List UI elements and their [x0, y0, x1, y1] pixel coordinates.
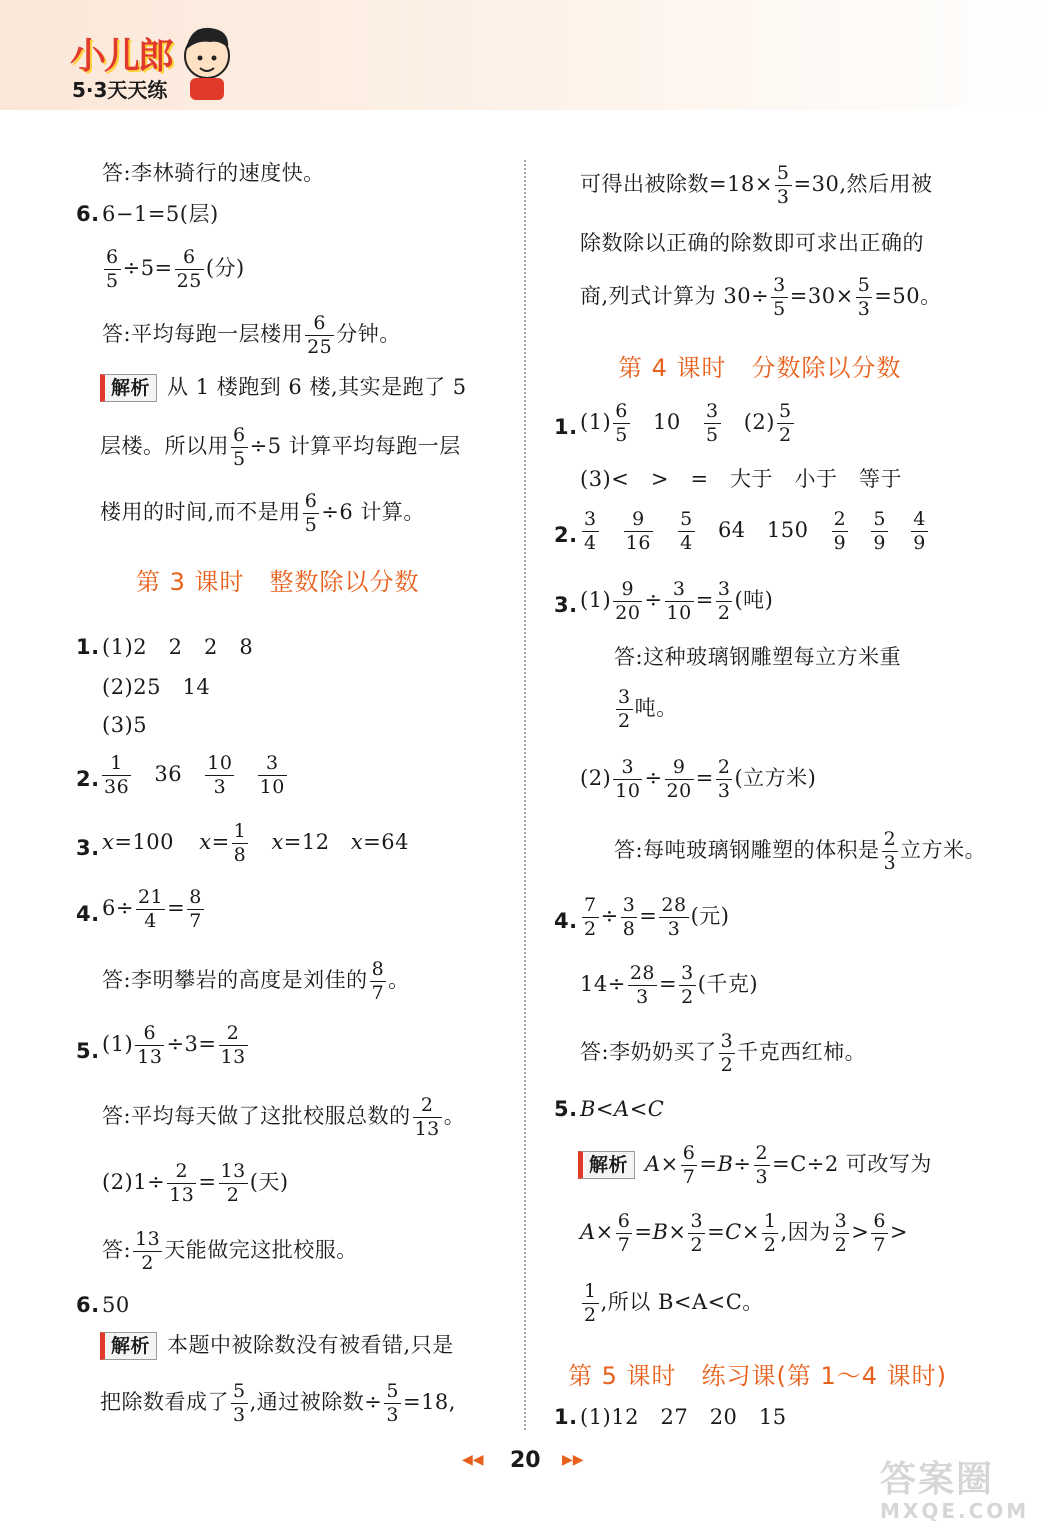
answer-line: 6−1=5(层) [102, 202, 219, 226]
fraction: $\frac{28}{3}$ [661, 894, 687, 940]
fraction: $\frac{13}{2}$ [220, 1160, 246, 1206]
mascot-icon [180, 18, 234, 102]
fraction: $\frac{6}{5}$ [304, 490, 318, 536]
fraction: $\frac{3}{10}$ [666, 578, 692, 624]
answer-line: (2)25 14 [102, 675, 211, 699]
fraction: $\frac{3}{8}$ [622, 894, 636, 940]
explanation: 解析 本题中被除数没有被看错,只是 [100, 1330, 454, 1360]
fraction: $\frac{3}{2}$ [720, 1030, 734, 1076]
fraction: $\frac{5}{3}$ [857, 274, 871, 320]
fraction: $\frac{28}{3}$ [629, 962, 656, 1008]
equation: $\frac{6}{5}$ ÷5= $\frac{6}{25}$ (分) [106, 246, 245, 292]
question-number: 1. [554, 1405, 578, 1429]
answer-line: (3)5 [102, 713, 148, 737]
answer-line: 答:每吨玻璃钢雕塑的体积是 $\frac{2}{3}$ 立方米。 [614, 828, 987, 874]
fraction: $\frac{10}{3}$ [207, 752, 233, 798]
equation: (1) $\frac{6}{13}$ ÷3= $\frac{2}{13}$ [102, 1022, 246, 1068]
answer-line: 答:这种玻璃钢雕塑每立方米重 [614, 645, 902, 669]
watermark: 答案圈 MXQE.COM [880, 1459, 1030, 1523]
answer-line: 答:平均每天做了这批校服总数的 $\frac{2}{13}$ 。 [102, 1094, 466, 1140]
answer-line: (1) $\frac{6}{5}$ 10 $\frac{3}{5}$ (2) $\frac{5}{2}$ [580, 400, 792, 446]
answer-line: (3)< > = 大于 小于 等于 [580, 467, 903, 491]
fraction: $\frac{8}{7}$ [371, 958, 385, 1004]
explanation: 商,列式计算为 30÷ $\frac{3}{5}$ =30× $\frac{5}{3}$ =50。 [580, 274, 942, 320]
fraction: $\frac{5}{2}$ [778, 400, 792, 446]
question-number: 1. [76, 635, 100, 659]
fraction: $\frac{2}{9}$ [833, 508, 847, 554]
fraction: $\frac{3}{10}$ [259, 752, 285, 798]
fraction: $\frac{9}{20}$ [615, 578, 641, 624]
fraction: $\frac{5}{3}$ [776, 162, 790, 208]
fraction: $\frac{2}{13}$ [169, 1160, 195, 1206]
explanation: 可得出被除数=18× $\frac{5}{3}$ =30,然后用被 [580, 162, 933, 208]
equation: 6÷ $\frac{21}{4}$ = $\frac{8}{7}$ [102, 886, 202, 932]
fraction: $\frac{3}{2}$ [690, 1210, 704, 1256]
fraction: $\frac{9}{16}$ [625, 508, 651, 554]
answer-line: B<A<C [580, 1097, 665, 1121]
fraction: $\frac{5}{3}$ [386, 1380, 399, 1426]
logo: 小儿郎 [70, 36, 173, 77]
analysis-tag: 解析 [100, 374, 157, 402]
fraction: $\frac{2}{3}$ [717, 756, 731, 802]
fraction: $\frac{6}{25}$ [307, 312, 333, 358]
fraction: $\frac{2}{3}$ [883, 828, 897, 874]
answer-line: 答:平均每跑一层楼用 $\frac{6}{25}$ 分钟。 [102, 312, 401, 358]
fraction: $\frac{6}{7}$ [617, 1210, 631, 1256]
explanation: 解析 A× $\frac{6}{7}$ =B÷ $\frac{2}{3}$ =C÷2 可改写为 [578, 1142, 932, 1189]
fraction: $\frac{6}{25}$ [176, 246, 202, 292]
explanation: 层楼。所以用 $\frac{6}{5}$ ÷5 计算平均每跑一层 [100, 424, 461, 470]
section-heading: 第 3 课时 整数除以分数 [136, 568, 420, 596]
fraction: $\frac{9}{20}$ [666, 756, 692, 802]
fraction: $\frac{6}{13}$ [137, 1022, 163, 1068]
fraction: $\frac{13}{2}$ [135, 1228, 161, 1274]
fraction: $\frac{5}{3}$ [233, 1380, 246, 1426]
fraction: $\frac{3}{4}$ [584, 508, 597, 554]
next-page-icon: ▶▶ [562, 1452, 584, 1468]
page-number: 20 [510, 1448, 541, 1473]
fraction: $\frac{8}{7}$ [189, 886, 202, 932]
answer-line: 50 [102, 1293, 130, 1317]
fraction: $\frac{4}{9}$ [913, 508, 926, 554]
answer-line: (1)12 27 20 15 [580, 1405, 787, 1429]
explanation: 解析 从 1 楼跑到 6 楼,其实是跑了 5 [100, 372, 467, 402]
fraction: $\frac{2}{13}$ [220, 1022, 246, 1068]
question-number: 4. [554, 909, 578, 933]
equation: (2)1÷ $\frac{2}{13}$ = $\frac{13}{2}$ (天) [102, 1160, 289, 1206]
section-heading: 第 4 课时 分数除以分数 [618, 354, 902, 382]
question-number: 6. [76, 1293, 100, 1317]
fraction: $\frac{7}{2}$ [584, 894, 597, 940]
question-number: 6. [76, 202, 100, 226]
fraction: $\frac{1}{2}$ [763, 1210, 777, 1256]
analysis-tag: 解析 [578, 1151, 635, 1179]
fraction: $\frac{6}{7}$ [682, 1142, 696, 1188]
answer-line: 答:李林骑行的速度快。 [102, 161, 325, 185]
explanation: 楼用的时间,而不是用 $\frac{6}{5}$ ÷6 计算。 [100, 490, 425, 536]
column-divider [524, 160, 526, 1430]
question-number: 3. [554, 593, 578, 617]
question-number: 4. [76, 902, 100, 926]
fraction: $\frac{5}{9}$ [873, 508, 887, 554]
fraction: $\frac{1}{2}$ [584, 1280, 597, 1326]
fraction: $\frac{3}{5}$ [705, 400, 719, 446]
equation: (2) $\frac{3}{10}$ ÷ $\frac{9}{20}$ = $\frac{2}{3}$ (立方米) [580, 756, 817, 802]
question-number: 5. [76, 1039, 100, 1063]
answer-line: $\frac{3}{2}$ 吨。 [618, 686, 678, 732]
fraction: $\frac{3}{2}$ [717, 578, 731, 624]
answer-line: x=100 x= $\frac{1}{8}$ x=12 x=64 [102, 820, 409, 866]
fraction: $\frac{3}{2}$ [618, 686, 631, 732]
answer-line: $\frac{3}{4}$ $\frac{9}{16}$ $\frac{5}{4}$ 64 150 $\frac{2}{9}$ $\frac{5}{9}$ $\frac{4}{9}$ [584, 508, 926, 554]
section-heading: 第 5 课时 练习课(第 1～4 课时) [568, 1362, 948, 1390]
fraction: $\frac{21}{4}$ [137, 886, 164, 932]
equation: $\frac{7}{2}$ ÷ $\frac{3}{8}$ = $\frac{28}{3}$ (元) [584, 894, 730, 940]
fraction: $\frac{1}{8}$ [233, 820, 247, 866]
fraction: $\frac{2}{13}$ [414, 1094, 440, 1140]
fraction: $\frac{6}{5}$ [615, 400, 628, 446]
question-number: 2. [554, 523, 578, 547]
equation: (1) $\frac{9}{20}$ ÷ $\frac{3}{10}$ = $\frac{3}{2}$ (吨) [580, 578, 774, 624]
fraction: $\frac{5}{4}$ [680, 508, 693, 554]
fraction: $\frac{3}{2}$ [681, 962, 694, 1008]
equation: 14÷ $\frac{28}{3}$ = $\frac{3}{2}$ (千克) [580, 962, 759, 1008]
answer-line: (1)2 2 2 8 [102, 635, 254, 659]
question-number: 1. [554, 415, 578, 439]
question-number: 5. [554, 1097, 578, 1121]
question-number: 3. [76, 836, 100, 860]
prev-page-icon: ◀◀ [462, 1452, 484, 1468]
fraction: $\frac{6}{5}$ [106, 246, 119, 292]
explanation: A× $\frac{6}{7}$ =B× $\frac{3}{2}$ =C× $\frac{1}{2}$ ,因为 $\frac{3}{2}$ > $\frac{6}{7}$ > [580, 1210, 909, 1256]
fraction: $\frac{3}{5}$ [773, 274, 786, 320]
fraction: $\frac{2}{3}$ [755, 1142, 769, 1188]
fraction: $\frac{6}{5}$ [233, 424, 246, 470]
answer-line: 答: $\frac{13}{2}$ 天能做完这批校服。 [102, 1228, 358, 1274]
explanation: $\frac{1}{2}$ ,所以 B<A<C。 [584, 1280, 764, 1326]
explanation: 把除数看成了 $\frac{5}{3}$ ,通过被除数÷ $\frac{5}{3}$ =18, [100, 1380, 456, 1426]
fraction: $\frac{3}{10}$ [615, 756, 641, 802]
answer-line: $\frac{1}{36}$ 36 $\frac{10}{3}$ $\frac{3}{10}$ [104, 752, 285, 798]
fraction: $\frac{3}{2}$ [834, 1210, 848, 1256]
answer-line: 答:李明攀岩的高度是刘佳的 $\frac{8}{7}$ 。 [102, 958, 410, 1004]
analysis-tag: 解析 [100, 1332, 157, 1360]
fraction: $\frac{1}{36}$ [104, 752, 130, 798]
answer-line: 答:李奶奶买了 $\frac{3}{2}$ 千克西红柿。 [580, 1030, 867, 1076]
explanation: 除数除以正确的除数即可求出正确的 [580, 231, 924, 255]
logo-subtitle: 5·3天天练 [72, 78, 168, 102]
question-number: 2. [76, 767, 100, 791]
fraction: $\frac{6}{7}$ [873, 1210, 886, 1256]
